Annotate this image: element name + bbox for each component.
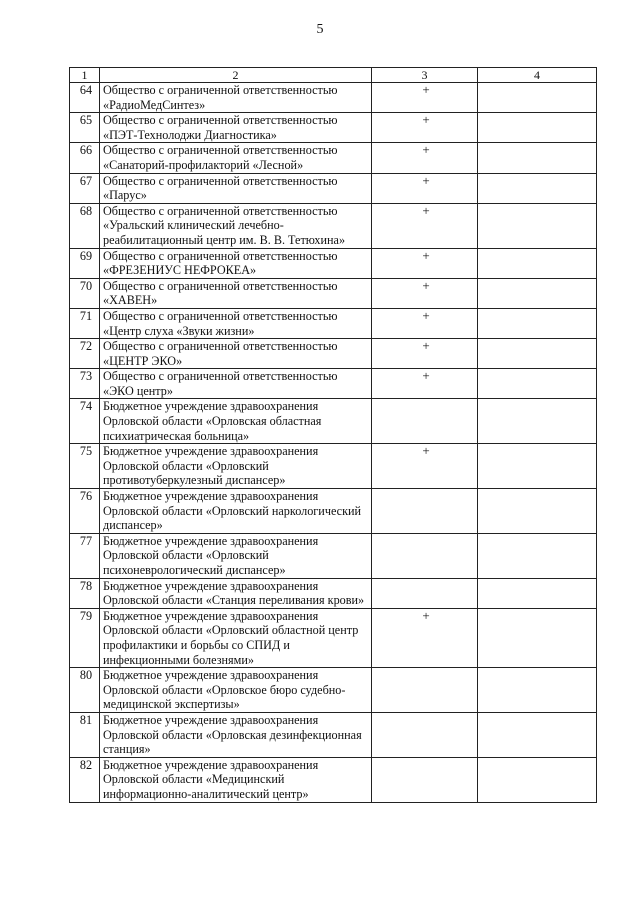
column-4-mark-cell	[478, 712, 597, 757]
table-row	[70, 83, 597, 113]
organization-name-cell: Общество с ограниченной ответственностью «Уральский клинический лечебно-реабилитационный центр им. В. В. Тетюхина»	[100, 203, 372, 248]
column-3-mark-cell	[372, 399, 478, 444]
row-number-cell: 71	[70, 308, 100, 338]
row-number-cell: 80	[70, 668, 100, 713]
row-number-cell: 82	[70, 757, 100, 802]
header-cell: 4	[478, 68, 597, 83]
column-4-mark-cell	[478, 203, 597, 248]
column-3-mark-cell	[372, 489, 478, 534]
table-row	[70, 608, 597, 667]
column-3-mark-cell: +	[372, 203, 478, 248]
column-3-mark-cell: +	[372, 369, 478, 399]
row-number-cell: 72	[70, 339, 100, 369]
table-header-row	[70, 68, 597, 83]
row-number-cell: 64	[70, 83, 100, 113]
column-3-mark-cell: +	[372, 143, 478, 173]
row-number-cell: 68	[70, 203, 100, 248]
column-3-mark-cell: +	[372, 173, 478, 203]
column-4-mark-cell	[478, 173, 597, 203]
row-number-cell: 81	[70, 712, 100, 757]
column-3-mark-cell: +	[372, 308, 478, 338]
organization-name-cell: Общество с ограниченной ответственностью «ЦЕНТР ЭКО»	[100, 339, 372, 369]
column-4-mark-cell	[478, 83, 597, 113]
header-cell: 1	[70, 68, 100, 83]
organization-name-cell: Общество с ограниченной ответственностью «ХАВЕН»	[100, 278, 372, 308]
organization-name-cell: Общество с ограниченной ответственностью «ПЭТ-Технолоджи Диагностика»	[100, 113, 372, 143]
column-4-mark-cell	[478, 444, 597, 489]
column-4-mark-cell	[478, 533, 597, 578]
row-number-cell: 65	[70, 113, 100, 143]
column-3-mark-cell: +	[372, 339, 478, 369]
page-number: 5	[316, 22, 324, 37]
column-3-mark-cell	[372, 712, 478, 757]
table-row	[70, 369, 597, 399]
row-number-cell: 75	[70, 444, 100, 489]
row-number-cell: 79	[70, 608, 100, 667]
table-row	[70, 399, 597, 444]
row-number-cell: 74	[70, 399, 100, 444]
header-cell: 3	[372, 68, 478, 83]
table-row	[70, 578, 597, 608]
organization-name-cell: Бюджетное учреждение здравоохранения Орловской области «Медицинский информационно-аналитический центр»	[100, 757, 372, 802]
organizations-table	[69, 67, 597, 803]
table-row	[70, 668, 597, 713]
column-4-mark-cell	[478, 608, 597, 667]
table-row	[70, 113, 597, 143]
organization-name-cell: Общество с ограниченной ответственностью «РадиоМедСинтез»	[100, 83, 372, 113]
table-row	[70, 712, 597, 757]
row-number-cell: 66	[70, 143, 100, 173]
row-number-cell: 77	[70, 533, 100, 578]
column-4-mark-cell	[478, 248, 597, 278]
organization-name-cell: Общество с ограниченной ответственностью «Парус»	[100, 173, 372, 203]
row-number-cell: 69	[70, 248, 100, 278]
organization-name-cell: Общество с ограниченной ответственностью «Центр слуха «Звуки жизни»	[100, 308, 372, 338]
column-3-mark-cell: +	[372, 444, 478, 489]
row-number-cell: 76	[70, 489, 100, 534]
row-number-cell: 73	[70, 369, 100, 399]
table-row	[70, 173, 597, 203]
organization-name-cell: Бюджетное учреждение здравоохранения Орловской области «Станция переливания крови»	[100, 578, 372, 608]
column-3-mark-cell: +	[372, 608, 478, 667]
column-4-mark-cell	[478, 668, 597, 713]
row-number-cell: 67	[70, 173, 100, 203]
column-3-mark-cell: +	[372, 113, 478, 143]
column-4-mark-cell	[478, 113, 597, 143]
organization-name-cell: Бюджетное учреждение здравоохранения Орловской области «Орловское бюро судебно-медицинской экспертизы»	[100, 668, 372, 713]
column-4-mark-cell	[478, 278, 597, 308]
table-row	[70, 308, 597, 338]
row-number-cell: 78	[70, 578, 100, 608]
organization-name-cell: Бюджетное учреждение здравоохранения Орловской области «Орловская областная психиатрическая больница»	[100, 399, 372, 444]
organization-name-cell: Общество с ограниченной ответственностью «ЭКО центр»	[100, 369, 372, 399]
table-row	[70, 489, 597, 534]
table-row	[70, 203, 597, 248]
row-number-cell: 70	[70, 278, 100, 308]
column-3-mark-cell	[372, 757, 478, 802]
column-4-mark-cell	[478, 143, 597, 173]
table-row	[70, 278, 597, 308]
column-4-mark-cell	[478, 369, 597, 399]
column-3-mark-cell	[372, 578, 478, 608]
table-row	[70, 757, 597, 802]
column-3-mark-cell: +	[372, 278, 478, 308]
column-3-mark-cell: +	[372, 248, 478, 278]
organization-name-cell: Бюджетное учреждение здравоохранения Орловской области «Орловский психоневрологический диспансер»	[100, 533, 372, 578]
column-4-mark-cell	[478, 399, 597, 444]
header-cell: 2	[100, 68, 372, 83]
column-3-mark-cell: +	[372, 83, 478, 113]
column-4-mark-cell	[478, 339, 597, 369]
organization-name-cell: Бюджетное учреждение здравоохранения Орловской области «Орловский областной центр профилактики и борьбы со СПИД и инфекционными болезнями»	[100, 608, 372, 667]
organization-name-cell: Бюджетное учреждение здравоохранения Орловской области «Орловский противотуберкулезный диспансер»	[100, 444, 372, 489]
table-row	[70, 248, 597, 278]
organization-name-cell: Бюджетное учреждение здравоохранения Орловской области «Орловская дезинфекционная станция»	[100, 712, 372, 757]
column-4-mark-cell	[478, 578, 597, 608]
column-4-mark-cell	[478, 757, 597, 802]
organization-name-cell: Бюджетное учреждение здравоохранения Орловской области «Орловский наркологический диспансер»	[100, 489, 372, 534]
table-row	[70, 444, 597, 489]
table-row	[70, 533, 597, 578]
organization-name-cell: Общество с ограниченной ответственностью «Санаторий-профилакторий «Лесной»	[100, 143, 372, 173]
table-row	[70, 339, 597, 369]
column-4-mark-cell	[478, 308, 597, 338]
column-3-mark-cell	[372, 533, 478, 578]
column-3-mark-cell	[372, 668, 478, 713]
table-row	[70, 143, 597, 173]
column-4-mark-cell	[478, 489, 597, 534]
organization-name-cell: Общество с ограниченной ответственностью «ФРЕЗЕНИУС НЕФРОКЕА»	[100, 248, 372, 278]
